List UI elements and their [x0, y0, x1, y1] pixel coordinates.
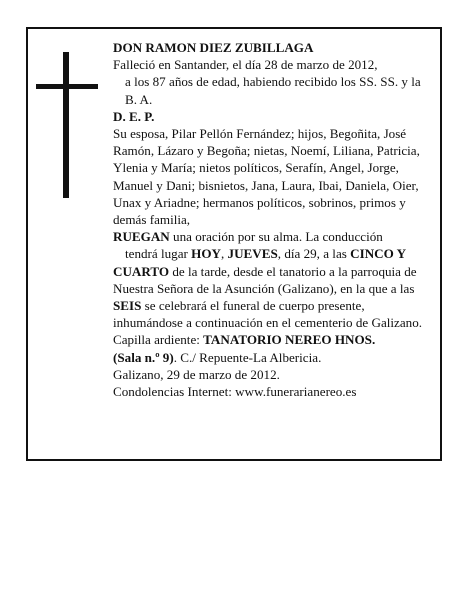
sala-number: (Sala n.º 9)	[113, 349, 174, 365]
capilla-label: Capilla ardiente:	[113, 332, 204, 348]
dep-text: D. E. P.	[113, 108, 155, 124]
funeral-details	[113, 228, 425, 331]
cross-icon	[36, 52, 98, 198]
conduction-5: se celebrará el funeral de cuerpo presente, inhumándose a continuación en el cementerio de Galizano.	[113, 298, 423, 331]
ruegan-rest: una oración por su alma. La conducción	[169, 229, 383, 245]
tanatorio-name: TANATORIO NEREO HNOS.	[203, 332, 376, 348]
conduction-1: tendrá lugar	[125, 246, 192, 262]
cross-vertical-bar	[63, 52, 69, 198]
deceased-name: DON RAMON DIEZ ZUBILLAGA	[113, 40, 314, 55]
ruegan-text: RUEGAN	[113, 229, 170, 245]
conduction-2: ,	[221, 246, 228, 262]
tanatorio-address: . C./ Repuente-La Albericia.	[173, 349, 322, 365]
capilla-ardiente	[113, 331, 425, 365]
conduction-4: de la tarde, desde el tanatorio a la parroquia de Nuestra Señora de la Asunción (Galizano), en la que a las	[113, 263, 417, 296]
cross-horizontal-bar	[36, 84, 98, 89]
death-line-2: a los 87 años de edad, habiendo recibido los SS. SS. y la B. A.	[125, 74, 421, 107]
place-date: Galizano, 29 de marzo de 2012.	[113, 366, 280, 382]
seis-text: SEIS	[113, 298, 142, 314]
notice-text	[113, 39, 425, 400]
jueves-text: JUEVES	[227, 246, 278, 262]
conduction-3: , día 29, a las	[277, 246, 351, 262]
cinco-y-cuarto-text: CINCO Y CUARTO	[113, 246, 406, 279]
death-line-1: Falleció en Santander, el día 28 de marzo de 2012,	[113, 57, 378, 73]
hoy-text: HOY	[191, 246, 221, 262]
condolences-line: Condolencias Internet: www.funerarianereo.es	[113, 384, 357, 400]
family-list: Su esposa, Pilar Pellón Fernández; hijos, Begoñita, José Ramón, Lázaro y Begoña; nietas, Noemí, Liliana, Patricia, Ylenia y María; nietos políticos, Serafín, Angel, Jorge, Manuel y Dani; bisnietos, Jana, Laura, Ibai, Daniela, Oier, Unax y Ariadne; hermanos políticos, sobrinos, primos y demás familia,	[113, 126, 420, 228]
